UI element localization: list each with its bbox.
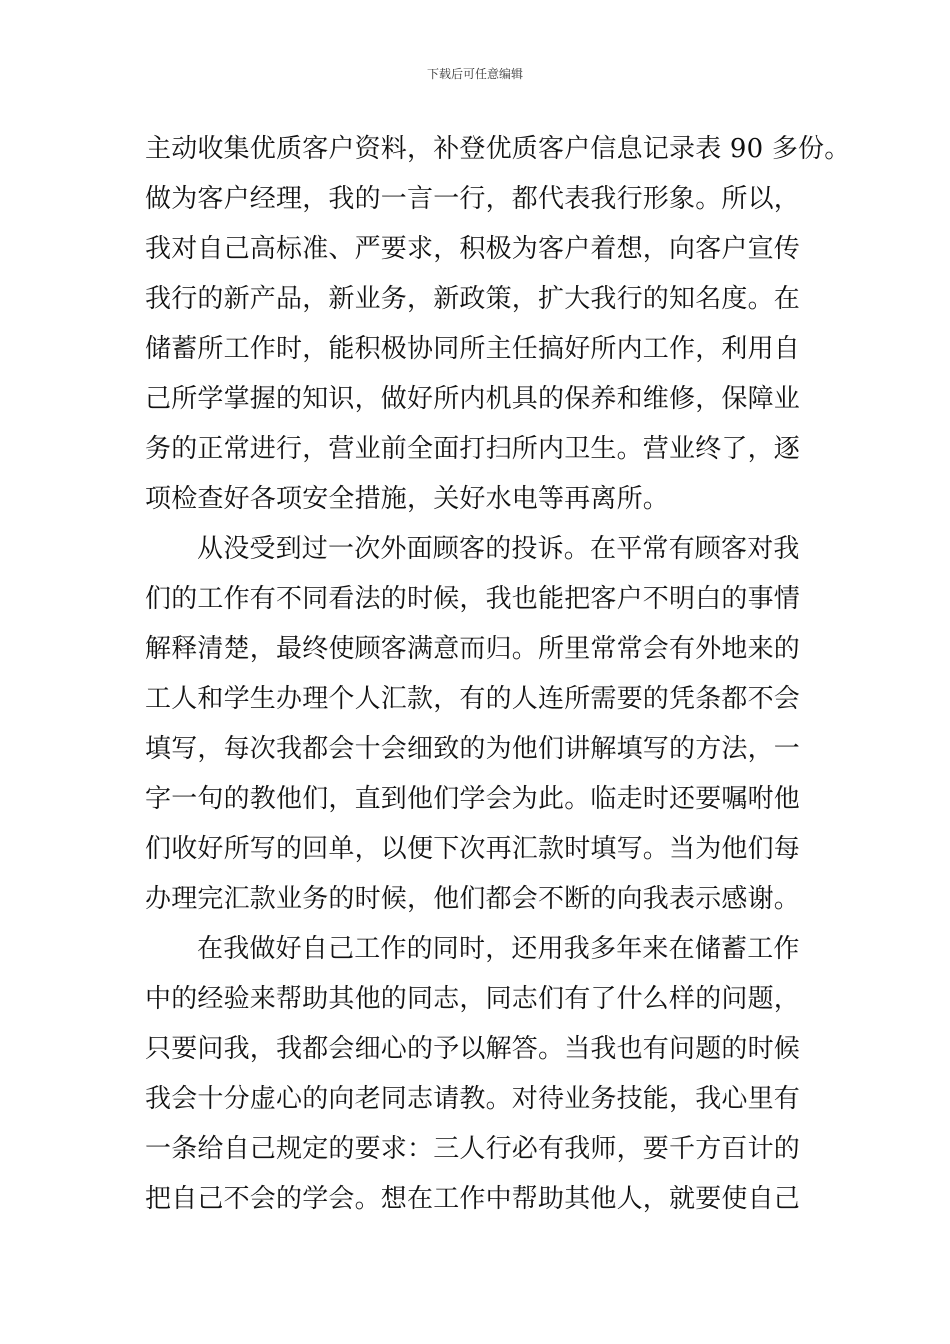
text-line: 办理完汇款业务的时候，他们都会不断的向我表示感谢。 bbox=[145, 884, 801, 914]
text-line: 只要问我，我都会细心的予以解答。当我也有问题的时候 bbox=[145, 1034, 801, 1064]
text-line: 工人和学生办理个人汇款，有的人连所需要的凭条都不会 bbox=[145, 684, 801, 714]
text-line: 中的经验来帮助其他的同志，同志们有了什么样的问题， bbox=[145, 984, 801, 1014]
text-line: 把自己不会的学会。想在工作中帮助其他人，就要使自己 bbox=[145, 1184, 801, 1214]
text-line: 己所学掌握的知识，做好所内机具的保养和维修，保障业 bbox=[145, 384, 801, 414]
paragraph-first-line: 在我做好自己工作的同时，还用我多年来在储蓄工作 bbox=[197, 934, 800, 964]
text-line: 主动收集优质客户资料，补登优质客户信息记录表 90 多份。 bbox=[145, 134, 851, 164]
text-line: 我行的新产品，新业务，新政策，扩大我行的知名度。在 bbox=[145, 284, 801, 314]
text-line: 我会十分虚心的向老同志请教。对待业务技能，我心里有 bbox=[145, 1084, 801, 1114]
document-body bbox=[145, 124, 851, 1224]
page-header: 下载后可任意编辑 bbox=[426, 67, 523, 81]
text-line: 务的正常进行，营业前全面打扫所内卫生。营业终了，逐 bbox=[145, 434, 801, 464]
text-line: 项检查好各项安全措施，关好水电等再离所。 bbox=[145, 484, 670, 514]
paragraph-first-line: 从没受到过一次外面顾客的投诉。在平常有顾客对我 bbox=[197, 534, 800, 564]
text-line: 们的工作有不同看法的时候，我也能把客户不明白的事情 bbox=[145, 584, 801, 614]
text-line: 们收好所写的回单，以便下次再汇款时填写。当为他们每 bbox=[145, 834, 801, 864]
text-line: 解释清楚，最终使顾客满意而归。所里常常会有外地来的 bbox=[145, 634, 801, 664]
text-line: 我对自己高标准、严要求，积极为客户着想，向客户宣传 bbox=[145, 234, 801, 264]
text-line: 一条给自己规定的要求：三人行必有我师，要千方百计的 bbox=[145, 1134, 801, 1164]
text-line: 储蓄所工作时，能积极协同所主任搞好所内工作，利用自 bbox=[145, 334, 801, 364]
text-line: 做为客户经理，我的一言一行，都代表我行形象。所以， bbox=[145, 184, 801, 214]
text-line: 字一句的教他们，直到他们学会为此。临走时还要嘱咐他 bbox=[145, 784, 801, 814]
text-line: 填写，每次我都会十会细致的为他们讲解填写的方法，一 bbox=[145, 734, 801, 764]
